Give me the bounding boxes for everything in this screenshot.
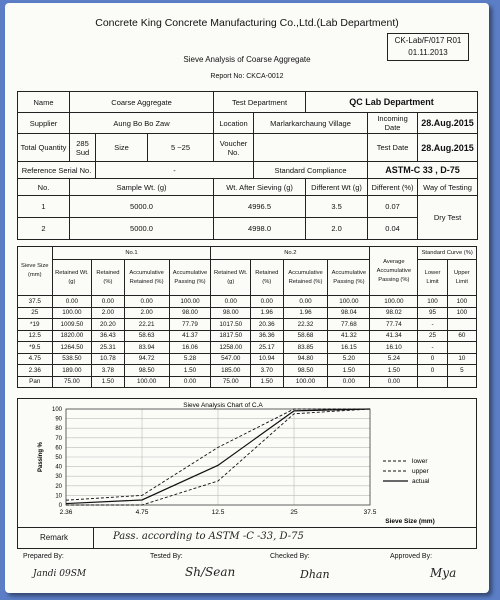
table-cell: 3.70 bbox=[251, 365, 283, 377]
table-cell: 1817.50 bbox=[211, 330, 251, 342]
table-cell: - bbox=[418, 342, 447, 354]
sample-col-after: Wt. After Sieving (g) bbox=[214, 179, 306, 196]
table-cell: 1820.00 bbox=[52, 330, 92, 342]
x-tick-label: 12.5 bbox=[211, 509, 225, 516]
y-tick-label: 80 bbox=[55, 426, 62, 433]
table-cell: 100 bbox=[447, 307, 476, 319]
table-cell: 0.00 bbox=[328, 376, 370, 388]
no1-retained-wt-header: Retained Wt. (g) bbox=[52, 260, 92, 296]
table-cell: 41.32 bbox=[328, 330, 370, 342]
y-tick-label: 20 bbox=[55, 483, 62, 490]
sample-1-after: 4996.5 bbox=[214, 196, 306, 218]
table-cell: 10.78 bbox=[92, 353, 124, 365]
no2-retained-wt-header: Retained Wt. (g) bbox=[211, 260, 251, 296]
table-cell: 538.50 bbox=[52, 353, 92, 365]
table-cell: 100.00 bbox=[169, 296, 211, 308]
no2-header: No.2 bbox=[211, 247, 370, 260]
size-label: Size bbox=[96, 134, 148, 162]
table-cell: 83.85 bbox=[283, 342, 328, 354]
table-row bbox=[18, 342, 477, 354]
no1-header: No.1 bbox=[52, 247, 211, 260]
table-cell: 0.00 bbox=[92, 296, 124, 308]
table-cell bbox=[418, 376, 447, 388]
table-cell: 1.96 bbox=[283, 307, 328, 319]
remark-handwritten-text: Pass. according to ASTM -C -33, D-75 bbox=[113, 531, 304, 542]
no1-retained-pct-header: Retained (%) bbox=[92, 260, 124, 296]
table-cell: 77.74 bbox=[370, 319, 418, 331]
table-cell: 10.94 bbox=[251, 353, 283, 365]
approved-by-label: Approved By: bbox=[390, 553, 433, 560]
tested-by-label: Tested By: bbox=[150, 553, 183, 560]
ref-serial-label: Reference Serial No. bbox=[18, 162, 96, 179]
table-cell bbox=[447, 376, 476, 388]
standard-curve-header: Standard Curve (%) bbox=[418, 247, 477, 260]
table-cell: 75.00 bbox=[52, 376, 92, 388]
table-cell: 98.50 bbox=[283, 365, 328, 377]
sample-col-diff-wt: Different Wt (g) bbox=[306, 179, 368, 196]
y-tick-label: 30 bbox=[55, 474, 62, 481]
table-cell: 22.32 bbox=[283, 319, 328, 331]
no2-acc-passing-header: Accumulative Passing (%) bbox=[328, 260, 370, 296]
table-row bbox=[18, 353, 477, 365]
name-value: Coarse Aggregate bbox=[70, 92, 214, 113]
sieve-size-cell: 12.5 bbox=[18, 330, 53, 342]
table-cell bbox=[447, 342, 476, 354]
checked-by-label: Checked By: bbox=[270, 553, 310, 560]
sieve-table-body bbox=[18, 296, 477, 388]
table-cell: 0.00 bbox=[124, 296, 169, 308]
table-row bbox=[18, 330, 477, 342]
report-subtitle: Sieve Analysis of Coarse Aggregate bbox=[183, 55, 311, 64]
table-cell: 77.79 bbox=[169, 319, 211, 331]
lower-limit-header: Lower Limit bbox=[418, 260, 447, 296]
table-cell: 75.00 bbox=[211, 376, 251, 388]
table-row bbox=[18, 376, 477, 388]
table-cell: 25 bbox=[418, 330, 447, 342]
table-cell: 16.06 bbox=[169, 342, 211, 354]
table-cell: 2.00 bbox=[124, 307, 169, 319]
table-cell: 5.24 bbox=[370, 353, 418, 365]
table-cell: 36.43 bbox=[92, 330, 124, 342]
table-cell: 95 bbox=[418, 307, 447, 319]
test-dept-label: Test Department bbox=[214, 92, 306, 113]
table-cell: 98.04 bbox=[328, 307, 370, 319]
y-tick-label: 60 bbox=[55, 445, 62, 452]
table-cell: 1258.00 bbox=[211, 342, 251, 354]
tested-by-signature: Sh/Sean bbox=[185, 565, 236, 579]
sample-col-weight: Sample Wt. (g) bbox=[70, 179, 214, 196]
table-cell bbox=[447, 319, 476, 331]
table-cell: 83.94 bbox=[124, 342, 169, 354]
incoming-date-label: Incoming Date bbox=[368, 113, 418, 134]
table-row bbox=[18, 307, 477, 319]
legend-label-upper: upper bbox=[412, 468, 429, 475]
table-cell: 58.63 bbox=[124, 330, 169, 342]
y-tick-label: 100 bbox=[51, 407, 62, 413]
table-cell: 100.00 bbox=[328, 296, 370, 308]
sample-2-diff-pct: 0.04 bbox=[368, 218, 418, 240]
info-table bbox=[17, 91, 478, 240]
table-cell: 25.31 bbox=[92, 342, 124, 354]
remark-row bbox=[17, 527, 477, 549]
y-tick-label: 40 bbox=[55, 464, 62, 471]
sample-2-after: 4998.0 bbox=[214, 218, 306, 240]
test-date-label: Test Date bbox=[368, 134, 418, 162]
sample-2-diff-wt: 2.0 bbox=[306, 218, 368, 240]
table-cell: 77.68 bbox=[328, 319, 370, 331]
x-tick-label: 2.36 bbox=[59, 509, 73, 516]
voucher-label: Voucher No. bbox=[214, 134, 254, 162]
table-cell: 58.68 bbox=[283, 330, 328, 342]
table-cell: 98.02 bbox=[370, 307, 418, 319]
form-code: CK-Lab/F/017 R01 bbox=[394, 36, 462, 45]
lab-report-sheet bbox=[5, 3, 489, 593]
sieve-size-cell: 4.75 bbox=[18, 353, 53, 365]
size-value: 5 ~25 bbox=[148, 134, 214, 162]
test-date-value: 28.Aug.2015 bbox=[418, 134, 478, 162]
approved-by-signature: Mya bbox=[430, 566, 457, 580]
sieve-size-cell: 25 bbox=[18, 307, 53, 319]
sieve-table bbox=[17, 246, 477, 388]
table-cell: 94.80 bbox=[283, 353, 328, 365]
sieve-size-cell: *9.5 bbox=[18, 342, 53, 354]
legend-label-actual: actual bbox=[412, 478, 430, 485]
table-cell: 100.00 bbox=[124, 376, 169, 388]
table-cell: 1.50 bbox=[328, 365, 370, 377]
table-cell: 25.17 bbox=[251, 342, 283, 354]
table-row bbox=[18, 319, 477, 331]
company-title: Concrete King Concrete Manufacturing Co.,Ltd.(Lab Department) bbox=[95, 17, 399, 29]
table-cell: 100.00 bbox=[370, 296, 418, 308]
form-date: 01.11.2013 bbox=[408, 48, 448, 57]
voucher-value bbox=[254, 134, 368, 162]
table-cell: 100.00 bbox=[283, 376, 328, 388]
sieve-size-header: Sieve Size (mm) bbox=[18, 247, 53, 296]
table-cell: 16.10 bbox=[370, 342, 418, 354]
table-cell: 100 bbox=[418, 296, 447, 308]
standard-value: ASTM-C 33 , D-75 bbox=[368, 162, 478, 179]
test-dept-value: QC Lab Department bbox=[306, 92, 478, 113]
total-quantity-label: Total Quantity bbox=[18, 134, 70, 162]
table-cell: 98.50 bbox=[124, 365, 169, 377]
table-cell: 0.00 bbox=[370, 376, 418, 388]
sample-2-weight: 5000.0 bbox=[70, 218, 214, 240]
table-cell: 547.00 bbox=[211, 353, 251, 365]
sample-1-weight: 5000.0 bbox=[70, 196, 214, 218]
table-cell: 1009.50 bbox=[52, 319, 92, 331]
table-cell: 5.20 bbox=[328, 353, 370, 365]
sieve-chart-svg bbox=[18, 399, 476, 527]
table-cell: - bbox=[418, 319, 447, 331]
x-tick-label: 37.5 bbox=[363, 509, 377, 516]
sieve-size-cell: *19 bbox=[18, 319, 53, 331]
sample-col-no: No. bbox=[18, 179, 70, 196]
no2-acc-retained-header: Accumulative Retained (%) bbox=[283, 260, 328, 296]
table-cell: 0.00 bbox=[211, 296, 251, 308]
table-cell: 94.72 bbox=[124, 353, 169, 365]
prepared-by-label: Prepared By: bbox=[23, 553, 64, 560]
table-cell: 98.00 bbox=[169, 307, 211, 319]
table-cell: 10 bbox=[447, 353, 476, 365]
table-cell: 2.00 bbox=[92, 307, 124, 319]
table-cell: 0.00 bbox=[52, 296, 92, 308]
remark-divider bbox=[93, 528, 94, 548]
upper-limit-header: Upper Limit bbox=[447, 260, 476, 296]
standard-label: Standard Compliance bbox=[254, 162, 368, 179]
sample-1-diff-wt: 3.5 bbox=[306, 196, 368, 218]
table-cell: 1264.50 bbox=[52, 342, 92, 354]
y-tick-label: 50 bbox=[55, 455, 62, 461]
sieve-size-cell: 37.5 bbox=[18, 296, 53, 308]
table-cell: 0.00 bbox=[283, 296, 328, 308]
sample-col-diff-pct: Different (%) bbox=[368, 179, 418, 196]
prepared-by-signature: Jandi 09SM bbox=[33, 569, 87, 579]
table-cell: 1.50 bbox=[92, 376, 124, 388]
ref-serial-value: - bbox=[96, 162, 254, 179]
table-cell: 22.21 bbox=[124, 319, 169, 331]
legend-label-lower: lower bbox=[412, 458, 428, 465]
supplier-label: Supplier bbox=[18, 113, 70, 134]
chart-title: Sieve Analysis Chart of C.A bbox=[183, 402, 263, 409]
supplier-value: Aung Bo Bo Zaw bbox=[70, 113, 214, 134]
x-axis-label: Sieve Size (mm) bbox=[385, 518, 435, 525]
y-tick-label: 90 bbox=[55, 416, 62, 423]
table-row bbox=[18, 296, 477, 308]
table-cell: 185.00 bbox=[211, 365, 251, 377]
table-cell: 5 bbox=[447, 365, 476, 377]
location-value: Marlarkarchaung Village bbox=[254, 113, 368, 134]
sample-1-no: 1 bbox=[18, 196, 70, 218]
checked-by-signature: Dhan bbox=[300, 568, 330, 581]
total-quantity-value: 285 Sud bbox=[70, 134, 96, 162]
table-cell: 1.96 bbox=[251, 307, 283, 319]
table-cell: 100 bbox=[447, 296, 476, 308]
no2-retained-pct-header: Retained (%) bbox=[251, 260, 283, 296]
table-cell: 41.34 bbox=[370, 330, 418, 342]
table-cell: 0.00 bbox=[251, 296, 283, 308]
table-cell: 0 bbox=[418, 365, 447, 377]
table-cell: 5.28 bbox=[169, 353, 211, 365]
table-cell: 189.00 bbox=[52, 365, 92, 377]
table-cell: 100.00 bbox=[52, 307, 92, 319]
no1-acc-retained-header: Accumulative Retained (%) bbox=[124, 260, 169, 296]
table-cell: 16.15 bbox=[328, 342, 370, 354]
table-cell: 1017.50 bbox=[211, 319, 251, 331]
report-number: Report No: CKCA-0012 bbox=[210, 73, 284, 80]
x-tick-label: 25 bbox=[290, 509, 298, 516]
table-cell: 41.37 bbox=[169, 330, 211, 342]
way-of-testing: Dry Test bbox=[418, 196, 478, 240]
x-tick-label: 4.75 bbox=[135, 509, 149, 516]
remark-label: Remark bbox=[40, 533, 69, 542]
table-cell: 1.50 bbox=[251, 376, 283, 388]
sample-1-diff-pct: 0.07 bbox=[368, 196, 418, 218]
table-cell: 98.00 bbox=[211, 307, 251, 319]
table-cell: 20.20 bbox=[92, 319, 124, 331]
sample-col-way: Way of Testing bbox=[418, 179, 478, 196]
table-cell: 3.78 bbox=[92, 365, 124, 377]
table-cell: 60 bbox=[447, 330, 476, 342]
location-label: Location bbox=[214, 113, 254, 134]
y-axis-label: Passing % bbox=[38, 441, 44, 473]
name-label: Name bbox=[18, 92, 70, 113]
table-cell: 1.50 bbox=[169, 365, 211, 377]
sample-2-no: 2 bbox=[18, 218, 70, 240]
sieve-size-cell: 2.36 bbox=[18, 365, 53, 377]
table-cell: 36.36 bbox=[251, 330, 283, 342]
table-cell: 20.36 bbox=[251, 319, 283, 331]
table-row bbox=[18, 365, 477, 377]
table-cell: 0 bbox=[418, 353, 447, 365]
y-tick-label: 0 bbox=[58, 503, 62, 509]
y-tick-label: 10 bbox=[55, 493, 62, 500]
table-cell: 0.00 bbox=[169, 376, 211, 388]
average-header: Average Accumulative Passing (%) bbox=[370, 247, 418, 296]
y-tick-label: 70 bbox=[55, 435, 62, 442]
sieve-size-cell: Pan bbox=[18, 376, 53, 388]
table-cell: 1.50 bbox=[370, 365, 418, 377]
no1-acc-passing-header: Accumulative Passing (%) bbox=[169, 260, 211, 296]
incoming-date-value: 28.Aug.2015 bbox=[418, 113, 478, 134]
sieve-chart bbox=[17, 398, 477, 528]
